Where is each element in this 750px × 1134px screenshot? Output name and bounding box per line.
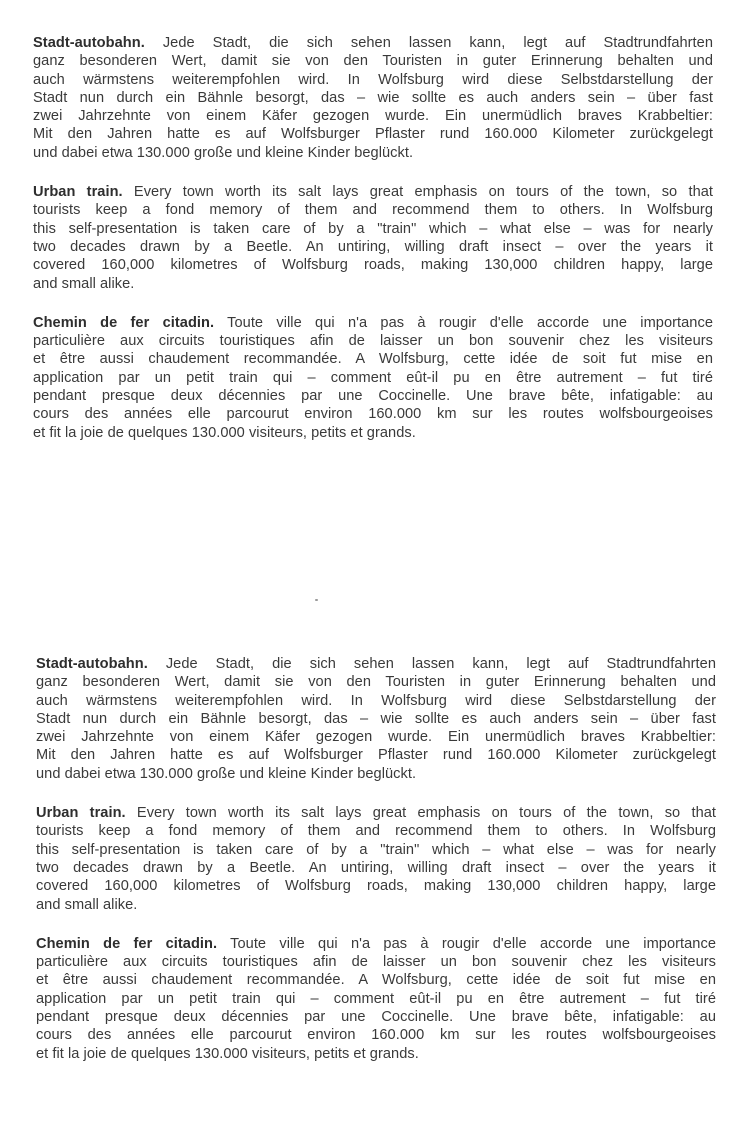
text-line: tourists keep a fond memory of them and recommend them to others. In Wolfsburg [36, 823, 716, 840]
line-text: Jede Stadt, die sich sehen lassen kann, legt auf Stadtrundfahrten [147, 656, 716, 672]
paragraph-heading: Urban train. [33, 184, 123, 201]
paragraph-german [33, 34, 713, 162]
paragraph-french [36, 935, 716, 1063]
text-line: this self-presentation is taken care of by a "train" which – what else – was for nearly [33, 220, 713, 237]
text-line: two decades drawn by a Beetle. An untiring, willing draft insect – over the years it [33, 238, 713, 255]
text-line: covered 160,000 kilometres of Wolfsburg roads, making 130,000 children happy, large [33, 257, 713, 274]
text-line: auch wärmstens weiterempfohlen wird. In Wolfsburg wird diese Selbstdarstellung der [33, 71, 713, 88]
text-line: zwei Jahrzehnte von einem Käfer gezogen wurde. Ein unermüdlich braves Krabbeltier: [33, 108, 713, 125]
text-line: und dabei etwa 130.000 große und kleine Kinder beglückt. [36, 765, 417, 782]
text-line [33, 34, 713, 52]
text-line: particulière aux circuits touristiques afin de laisser un bon souvenir chez les visiteurs [33, 333, 713, 350]
text-line [36, 804, 716, 822]
text-line: this self-presentation is taken care of by a "train" which – what else – was for nearly [36, 841, 716, 858]
text-line: pendant presque deux décennies par une Coccinelle. Une brave bête, infatigable: au [33, 388, 713, 405]
scan-speck [315, 599, 318, 601]
text-line: ganz besonderen Wert, damit sie von den Touristen in guter Erinnerung behalten und [36, 674, 716, 691]
text-line: Stadt nun durch ein Bähnle besorgt, das – wie sollte es auch anders sein – über fast [33, 89, 713, 106]
paragraph-heading: Chemin de fer citadin. [33, 314, 215, 331]
text-line: application par un petit train qui – comment eût-il pu en être autrement – fut tiré [33, 369, 713, 386]
line-text: Toute ville qui n'a pas à rougir d'elle accorde une importance [214, 314, 713, 331]
text-line: ganz besonderen Wert, damit sie von den Touristen in guter Erinnerung behalten und [33, 53, 713, 70]
line-text: Every town worth its salt lays great emphasis on tours of the town, so that [122, 184, 714, 201]
line-text: Jede Stadt, die sich sehen lassen kann, legt auf Stadtrundfahrten [144, 35, 713, 51]
text-line: zwei Jahrzehnte von einem Käfer gezogen wurde. Ein unermüdlich braves Krabbeltier: [36, 729, 716, 746]
text-line: tourists keep a fond memory of them and recommend them to others. In Wolfsburg [33, 202, 713, 219]
paragraph-heading: Chemin de fer citadin. [36, 935, 218, 952]
line-text: Toute ville qui n'a pas à rougir d'elle accorde une importance [217, 935, 716, 952]
text-block-top [33, 34, 713, 442]
text-line [33, 314, 713, 332]
text-line: application par un petit train qui – comment eût-il pu en être autrement – fut tiré [36, 990, 716, 1007]
paragraph-heading: Urban train. [36, 805, 126, 822]
text-line: auch wärmstens weiterempfohlen wird. In Wolfsburg wird diese Selbstdarstellung der [36, 692, 716, 709]
paragraph-french [33, 314, 713, 442]
text-line: Mit den Jahren hatte es auf Wolfsburger Pflaster rund 160.000 Kilometer zurückgelegt [36, 747, 716, 764]
text-line [36, 655, 716, 673]
text-line: et fit la joie de quelques 130.000 visiteurs, petits et grands. [36, 1045, 419, 1062]
paragraph-english [33, 183, 713, 293]
text-block-bottom [36, 655, 716, 1063]
text-line: et être aussi chaudement recommandée. A Wolfsburg, cette idée de soit fut mise en [36, 972, 716, 989]
paragraph-heading: Stadt-autobahn. [36, 656, 148, 672]
text-line: Mit den Jahren hatte es auf Wolfsburger Pflaster rund 160.000 Kilometer zurückgelegt [33, 126, 713, 143]
text-line: and small alike. [33, 275, 135, 292]
text-line: pendant presque deux décennies par une Coccinelle. Une brave bête, infatigable: au [36, 1009, 716, 1026]
paragraph-english [36, 804, 716, 914]
text-line [36, 935, 716, 953]
line-text: Every town worth its salt lays great emphasis on tours of the town, so that [125, 805, 717, 822]
text-line: et fit la joie de quelques 130.000 visiteurs, petits et grands. [33, 424, 416, 441]
paragraph-german [36, 655, 716, 783]
text-line: covered 160,000 kilometres of Wolfsburg roads, making 130,000 children happy, large [36, 878, 716, 895]
text-line: et être aussi chaudement recommandée. A Wolfsburg, cette idée de soit fut mise en [33, 351, 713, 368]
text-line: Stadt nun durch ein Bähnle besorgt, das – wie sollte es auch anders sein – über fast [36, 710, 716, 727]
text-line: particulière aux circuits touristiques afin de laisser un bon souvenir chez les visiteurs [36, 954, 716, 971]
text-line: cours des années elle parcourut environ 160.000 km sur les routes wolfsbourgeoises [36, 1027, 716, 1044]
text-line [33, 183, 713, 201]
text-line: cours des années elle parcourut environ 160.000 km sur les routes wolfsbourgeoises [33, 406, 713, 423]
text-line: and small alike. [36, 896, 138, 913]
text-line: und dabei etwa 130.000 große und kleine Kinder beglückt. [33, 144, 414, 161]
text-line: two decades drawn by a Beetle. An untiring, willing draft insect – over the years it [36, 859, 716, 876]
paragraph-heading: Stadt-autobahn. [33, 35, 145, 51]
